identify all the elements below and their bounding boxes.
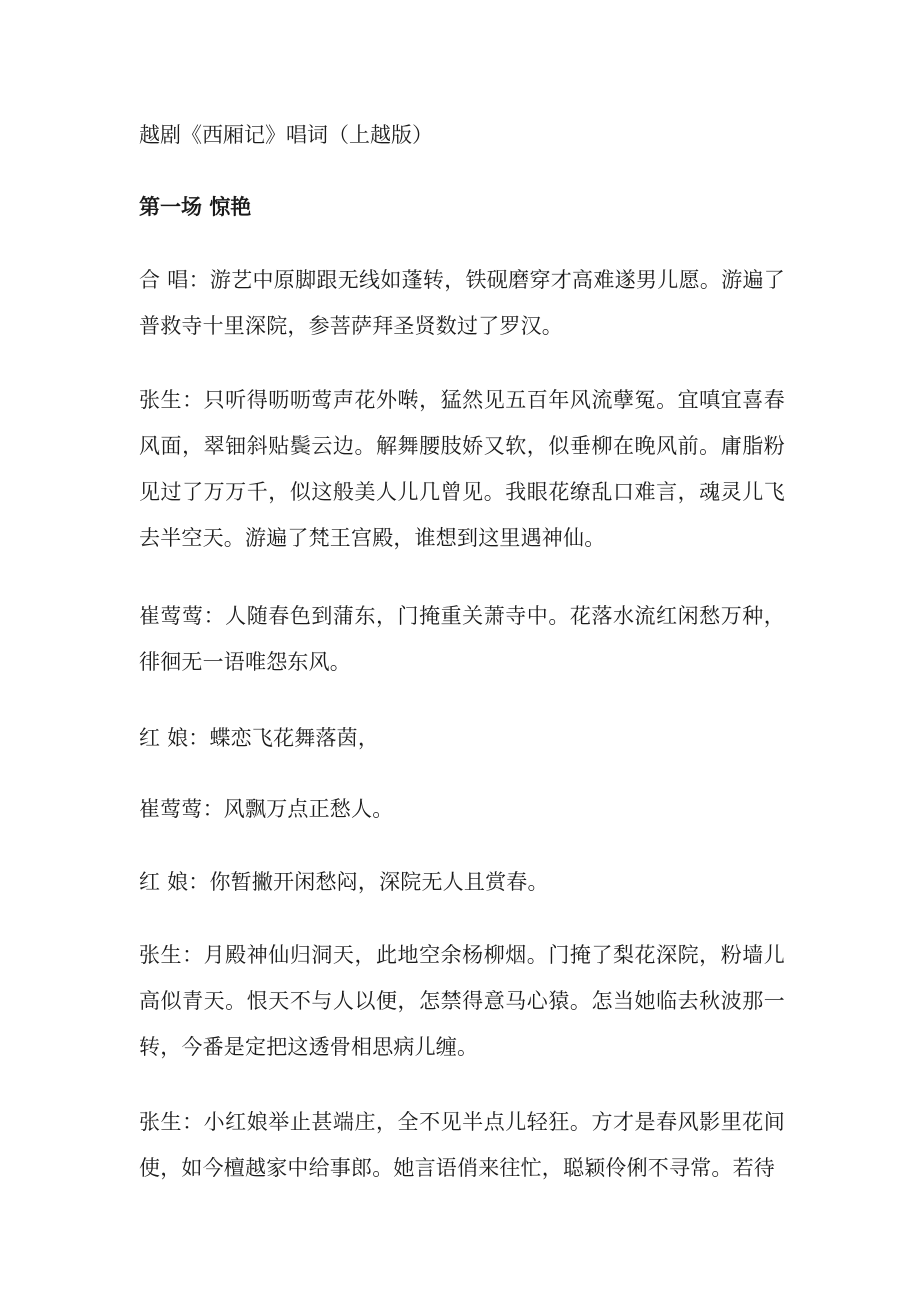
document-title: 越剧《西厢记》唱词（上越版） — [139, 123, 433, 147]
lyric-paragraph: 张生：月殿神仙归洞天，此地空余杨柳烟。门掩了梨花深院，粉墙儿高似青天。恨天不与人以便，怎禁得意马心猿。怎当她临去秋波那一转，今番是定把这透骨相思病儿缠。 — [139, 943, 785, 1059]
lyric-paragraph: 合 唱：游艺中原脚跟无线如蓬转，铁砚磨穿才高难遂男儿愿。游遍了普救寺十里深院，参菩萨拜圣贤数过了罗汉。 — [139, 268, 785, 338]
lyric-paragraph: 红 娘：蝶恋飞花舞落茵， — [139, 726, 380, 750]
lyric-paragraph: 张生：只听得呖呖莺声花外啭，猛然见五百年风流孽冤。宜嗔宜喜春风面，翠钿斜贴鬓云边。解舞腰肢娇又软，似垂柳在晚风前。庸脂粉见过了万万千，似这般美人儿几曾见。我眼花缭乱口难言，魂灵儿飞去半空天。游遍了梵王宫殿，谁想到这里遇神仙。 — [139, 388, 785, 550]
lyric-paragraph: 红 娘：你暂撇开闲愁闷，深院无人且赏春。 — [139, 870, 549, 894]
lyric-paragraph: 崔莺莺：人随春色到蒲东，门掩重关萧寺中。花落水流红闲愁万种，徘徊无一语唯怨东风。 — [139, 604, 785, 674]
scene-heading: 第一场 惊艳 — [139, 195, 252, 219]
lyric-paragraph: 张生：小红娘举止甚端庄，全不见半点儿轻狂。方才是春风影里花间使，如今檀越家中给事郎。她言语俏来往忙，聪颖伶俐不寻常。若待 — [139, 1110, 785, 1180]
lyric-paragraph: 崔莺莺：风飘万点正愁人。 — [139, 797, 394, 821]
